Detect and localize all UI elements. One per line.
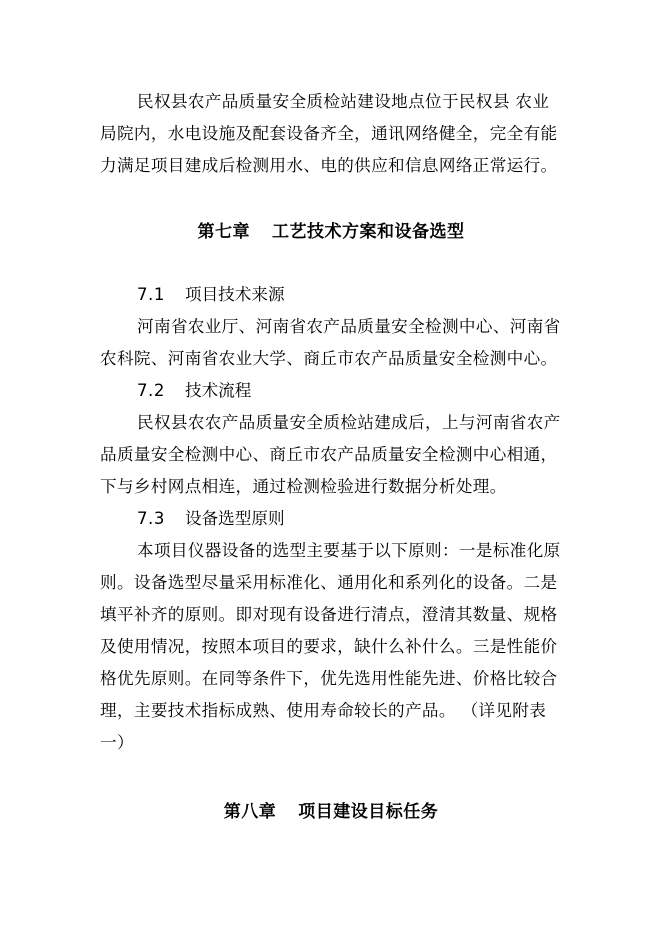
- chapter-number: 第七章: [197, 222, 250, 242]
- section-title: 项目技术来源: [185, 285, 285, 304]
- chapter-heading-8: [0, 797, 662, 822]
- text-line: 格优先原则。在同等条件下，优先选用性能先进、价格比较合: [100, 669, 558, 688]
- chapter-number: 第八章: [223, 802, 277, 822]
- text-line: 品质量安全检测中心、商丘市农产品质量安全检测中心相通，: [100, 445, 558, 464]
- text-line: 局院内，水电设施及配套设备齐全，通讯网络健全，完全有能: [100, 124, 558, 143]
- text-line: 河南省农业厅、河南省农产品质量安全检测中心、河南省: [137, 317, 561, 336]
- paragraph-technology-source: [100, 311, 592, 375]
- section-title: 设备选型原则: [185, 509, 285, 528]
- text-line: 下与乡村网点相连，通过检测检验进行数据分析处理。: [100, 477, 507, 496]
- section-number: 7.3: [137, 509, 165, 528]
- paragraph-equipment-principles: [100, 535, 592, 759]
- chapter-title: 项目建设目标任务: [298, 802, 439, 822]
- text-line: 及使用情况，按照本项目的要求，缺什么补什么。三是性能价: [100, 637, 558, 656]
- text-line: 民权县农产品质量安全质检站建设地点位于民权县 农业: [137, 92, 550, 111]
- text-line: 农科院、河南省农业大学、商丘市农产品质量安全检测中心。: [100, 349, 558, 368]
- section-heading-7-3: [137, 503, 285, 535]
- text-line: 理，主要技术指标成熟、使用寿命较长的产品。 （详见附表: [100, 701, 547, 720]
- section-title: 技术流程: [185, 381, 252, 400]
- paragraph-technical-process: [100, 407, 592, 503]
- text-line: 民权县农农产品质量安全质检站建成后，上与河南省农产: [137, 413, 561, 432]
- text-line: 本项目仪器设备的选型主要基于以下原则：一是标准化原: [137, 541, 561, 560]
- section-number: 7.2: [137, 381, 165, 400]
- section-number: 7.1: [137, 285, 165, 304]
- section-heading-7-1: [137, 279, 285, 311]
- text-line: 一）: [100, 733, 134, 752]
- chapter-title: 工艺技术方案和设备选型: [272, 222, 465, 242]
- chapter-heading-7: [0, 217, 662, 242]
- paragraph-site-location: [100, 86, 592, 182]
- text-line: 填平补齐的原则。即对现有设备进行清点，澄清其数量、规格: [100, 605, 558, 624]
- section-heading-7-2: [137, 375, 251, 407]
- text-line: 力满足项目建成后检测用水、电的供应和信息网络正常运行。: [100, 156, 558, 175]
- text-line: 则。设备选型尽量采用标准化、通用化和系列化的设备。二是: [100, 573, 558, 592]
